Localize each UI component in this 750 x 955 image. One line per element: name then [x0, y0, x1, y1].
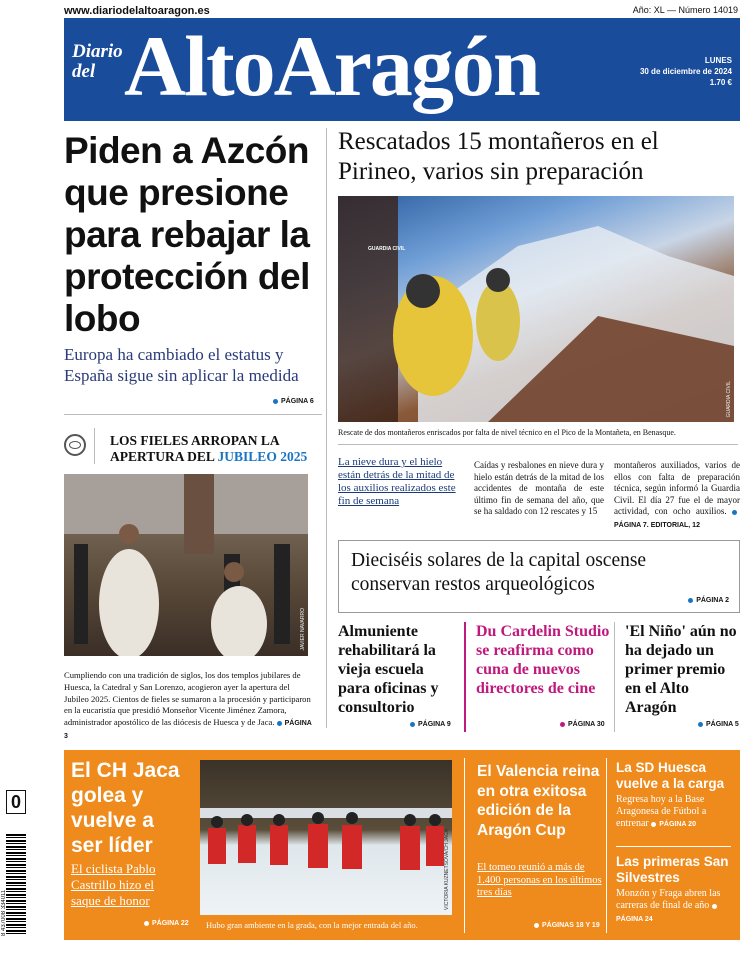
- jubileo-caption: Cumpliendo con una tradición de siglos, los dos templos jubilares de Huesca, la Catedral y San Lorenzo, acogieron ayer la apertura del Jubileo 2025. Cientos de fieles se sumaron a la procesión y participaron en la eucaristía que presidió Monseñor Vicente Jiménez Zamora, administrador apostólico de las diócesis de Huesca y de Jaca. PÁGINA 3: [64, 670, 312, 740]
- masthead-date: LUNES 30 de diciembre de 2024 1.70 €: [639, 56, 732, 87]
- divider: [616, 846, 731, 847]
- jubileo-photo: [64, 474, 308, 656]
- divider: [606, 758, 607, 933]
- rescue-caption: Rescate de dos montañeros enriscados por falta de nivel técnico en el Pico de la Montañeta, en Benasque.: [338, 428, 676, 437]
- jubileo-page-ref[interactable]: PÁGINA 3: [64, 720, 312, 740]
- valencia-page-ref[interactable]: PÁGINAS 18 Y 19: [534, 922, 600, 929]
- almuniente-page-ref[interactable]: PÁGINA 9: [410, 721, 451, 728]
- cardelin-headline[interactable]: Du Cardelin Studio se reafirma como cuna de nuevos directores de cine: [476, 623, 610, 697]
- rescue-subhead[interactable]: La nieve dura y el hielo están detrás de la mitad de los auxilios realizados este fin de semana: [338, 456, 456, 507]
- jaca-subhead[interactable]: El ciclista Pablo Castrillo hizo el saque de honor: [71, 861, 156, 908]
- cardelin-page-ref[interactable]: PÁGINA 30: [560, 721, 605, 728]
- solares-headline[interactable]: Dieciséis solares de la capital oscense conservan restos arqueológicos: [351, 550, 647, 595]
- lead-headline[interactable]: Piden a Azcón que presione para rebajar la protección del lobo: [64, 130, 310, 339]
- barcode-number: 8 437008 334011: [1, 889, 7, 936]
- silvestres-text: Monzón y Fraga abren las carreras de final de año PÁGINA 24: [616, 888, 721, 923]
- lead-page-ref[interactable]: PÁGINA 6: [273, 398, 314, 405]
- jaca-headline[interactable]: El CH Jaca golea y vuelve a ser líder: [71, 759, 180, 857]
- divider: [64, 414, 322, 415]
- lead-subhead[interactable]: Europa ha cambiado el estatus y España sigue sin aplicar la medida: [64, 345, 299, 385]
- hockey-caption: Hubo gran ambiente en la grada, con la mejor entrada del año.: [206, 920, 418, 930]
- photo-badge: GUARDIA CIVIL: [368, 246, 406, 252]
- divider: [614, 622, 615, 732]
- almuniente-headline[interactable]: Almuniente rehabilitará la vieja escuela para oficinas y consultorio: [338, 623, 439, 716]
- barcode-digit: 0: [6, 790, 26, 814]
- photo-credit: VICTORIA KUZNETSOVA/CH JACA: [444, 829, 450, 910]
- issue-number: Año: XL — Número 14019: [632, 5, 738, 15]
- divider: [338, 444, 738, 445]
- rescue-photo: [338, 196, 734, 422]
- masthead-title: AltoAragón: [124, 18, 539, 114]
- rescue-col2: montañeros auxiliados, varios de ellos con falta de preparación técnica, según informó la Guardia Civil. El día 27 fue el de mayor actividad, con ocho auxilios. PÁGINA 7. EDITORIAL, 12: [614, 460, 740, 529]
- masthead: [64, 18, 740, 121]
- masthead-prefix: Diario del: [72, 41, 123, 82]
- jubileo-headline[interactable]: LOS FIELES ARROPAN LA APERTURA DEL JUBILEO 2025: [110, 433, 308, 464]
- hockey-photo: [200, 760, 452, 915]
- barcode: [1, 790, 30, 950]
- solares-page-ref[interactable]: PÁGINA 2: [688, 597, 729, 604]
- silvestres-headline[interactable]: Las primeras San Silvestres: [616, 854, 729, 885]
- nino-headline[interactable]: 'El Niño' aún no ha dejado un primer premio en el Alto Aragón: [625, 623, 737, 716]
- huesca-text: Regresa hoy a la Base Aragonesa de Fútbol a entrenar PÁGINA 20: [616, 794, 707, 829]
- nino-page-ref[interactable]: PÁGINA 5: [698, 721, 739, 728]
- sports-band: [64, 750, 740, 940]
- huesca-headline[interactable]: La SD Huesca vuelve a la carga: [616, 760, 725, 791]
- rescue-page-ref[interactable]: PÁGINA 7. EDITORIAL, 12: [614, 509, 740, 529]
- jubileo-icon: [64, 434, 86, 456]
- site-url[interactable]: www.diariodelaltoaragon.es: [64, 5, 210, 17]
- silvestres-page-ref[interactable]: PÁGINA 24: [616, 903, 720, 923]
- jaca-page-ref[interactable]: PÁGINA 22: [144, 920, 189, 927]
- photo-credit: GUARDIA CIVIL: [726, 380, 732, 417]
- valencia-headline[interactable]: El Valencia reina en otra exitosa edición de la Aragón Cup: [477, 763, 600, 839]
- solares-box[interactable]: [338, 540, 740, 613]
- photo-credit: JAVIER NAVARRO: [300, 608, 306, 651]
- rescue-headline[interactable]: Rescatados 15 montañeros en el Pirineo, varios sin preparación: [338, 128, 659, 185]
- divider: [464, 622, 466, 732]
- rescue-col1: Caídas y resbalones en nieve dura y hielo están detrás de la mitad de los accidentes de montaña de este último fin de semana del año, que se ha saldado con 12 rescates y 15: [474, 460, 604, 517]
- valencia-subhead[interactable]: El torneo reunió a más de 1.400 personas en los últimos tres días: [477, 862, 602, 898]
- divider: [464, 758, 465, 933]
- huesca-page-ref[interactable]: PÁGINA 20: [651, 821, 696, 828]
- divider: [94, 428, 95, 464]
- barcode-bars: [6, 834, 26, 936]
- column-divider: [326, 128, 327, 728]
